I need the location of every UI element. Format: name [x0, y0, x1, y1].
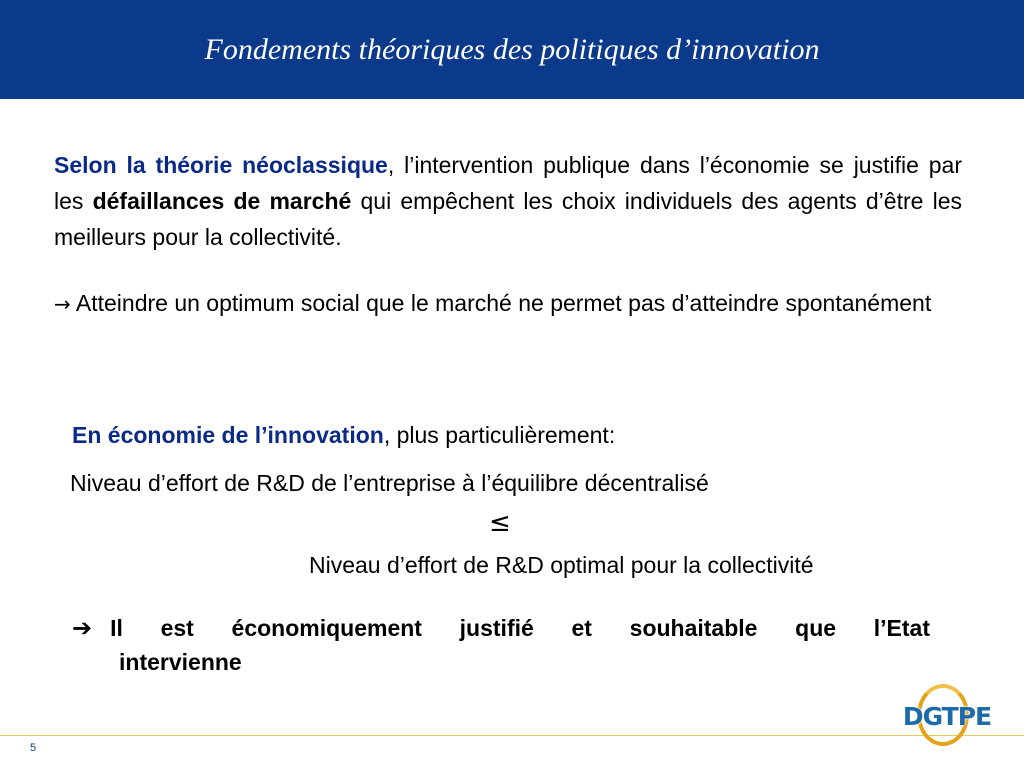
footer-divider: [0, 735, 1024, 736]
optimum-paragraph: [54, 285, 962, 322]
optimum-text: Atteindre un optimum social que le marché ne permet pas d’atteindre spontanément: [70, 290, 932, 316]
innovation-keyword: En économie de l’innovation: [72, 422, 384, 448]
neoclassical-paragraph: [54, 147, 962, 255]
conclusion-line-1: [72, 611, 930, 645]
neoclassical-keyword: Selon la théorie néoclassique: [54, 152, 388, 178]
conclusion-line-2: intervienne: [119, 649, 242, 675]
title-bar: [0, 0, 1024, 99]
conclusion-text-1: Il est économiquement justifié et souhaitable que l’Etat: [110, 615, 930, 641]
decentralized-effort-level: Niveau d’effort de R&D de l’entreprise à l’équilibre décentralisé: [70, 470, 709, 496]
logo-text: DGTPE: [902, 702, 992, 731]
less-or-equal-symbol: ≤: [489, 508, 511, 538]
innovation-text: , plus particulièrement:: [383, 422, 616, 448]
paragraph-text-2: qui empêchent les choix individuels des agents d’être les meilleurs pour la collectivité.: [54, 188, 963, 250]
page-number: 5: [30, 742, 37, 754]
optimal-effort-level: Niveau d’effort de R&D optimal pour la collectivité: [309, 552, 814, 578]
conclusion: [72, 611, 930, 679]
bold-arrow-icon: ➔: [72, 614, 93, 642]
dgtpe-logo: [895, 684, 999, 750]
market-failures-keyword: défaillances de marché: [92, 188, 352, 214]
slide-title: Fondements théoriques des politiques d’innovation: [204, 33, 820, 66]
right-arrow-icon: →: [54, 292, 71, 316]
innovation-heading: [72, 419, 615, 451]
paragraph-text-1: , l’intervention publique dans l’économie se justifie par les: [54, 152, 962, 214]
